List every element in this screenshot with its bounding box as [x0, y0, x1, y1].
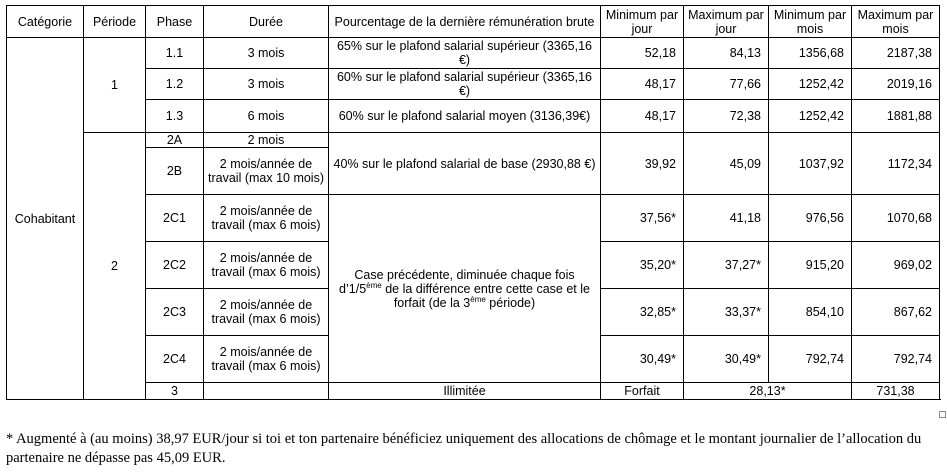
c-phase-description	[329, 195, 601, 383]
c-phase-sup-1: ème	[366, 280, 382, 290]
max-jour-cell: 37,27*	[684, 242, 769, 289]
duree-cell: 6 mois	[204, 100, 329, 133]
duree-cell: 2 mois	[204, 133, 329, 148]
category-cell: Cohabitant	[7, 38, 84, 400]
header-min-mois: Minimum par mois	[769, 6, 852, 38]
max-jour-cell: 33,37*	[684, 289, 769, 336]
footnote: * Augmenté à (au moins) 38,97 EUR/jour si toi et ton partenaire bénéficiez uniquement des allocations de chômage et le montant journalier de l’allocation du partenaire ne dépasse pas 45,09 EUR.	[6, 431, 922, 466]
min-jour-cell: 39,92	[601, 133, 684, 195]
max-mois-cell: 1881,88	[852, 100, 940, 133]
period-2-cell: 2	[84, 133, 146, 400]
min-mois-cell: 1356,68	[769, 38, 852, 69]
table-row	[7, 195, 940, 242]
duree-cell: 2 mois/année de travail (max 10 mois)	[204, 148, 329, 195]
min-mois-cell: 976,56	[769, 195, 852, 242]
phase-cell: 2B	[146, 148, 204, 195]
header-phase: Phase	[146, 6, 204, 38]
phase-cell: 1.2	[146, 69, 204, 100]
min-mois-cell: 1252,42	[769, 100, 852, 133]
min-jour-cell: 52,18	[601, 38, 684, 69]
c-phase-text-c: période)	[485, 295, 536, 310]
header-row	[7, 6, 940, 38]
allowance-table	[6, 5, 940, 400]
duree-cell: Illimitée	[329, 383, 601, 400]
par-mois-cell: 731,38	[852, 383, 940, 400]
phase-cell: 2C2	[146, 242, 204, 289]
min-mois-cell: 792,74	[769, 336, 852, 383]
c-phase-text-a: Case précédente, diminuée chaque fois d’1/5	[339, 267, 575, 296]
max-mois-cell: 1172,34	[852, 133, 940, 195]
max-mois-cell: 1070,68	[852, 195, 940, 242]
min-mois-cell: 1037,92	[769, 133, 852, 195]
period-3-cell: 3	[146, 383, 204, 400]
pourcentage-cell: 60% sur le plafond salarial supérieur (3365,16 €)	[329, 69, 601, 100]
max-mois-cell: 867,62	[852, 289, 940, 336]
duree-cell: 3 mois	[204, 69, 329, 100]
max-jour-cell: 84,13	[684, 38, 769, 69]
header-pourcentage: Pourcentage de la dernière rémunération brute	[329, 6, 601, 38]
header-periode: Période	[84, 6, 146, 38]
table-row	[7, 69, 940, 100]
pourcentage-cell: Forfait	[601, 383, 684, 400]
max-jour-cell: 45,09	[684, 133, 769, 195]
pourcentage-cell: 60% sur le plafond salarial moyen (3136,39€)	[329, 100, 601, 133]
min-mois-cell: 1252,42	[769, 69, 852, 100]
max-mois-cell: 792,74	[852, 336, 940, 383]
duree-cell: 3 mois	[204, 38, 329, 69]
par-jour-cell: 28,13*	[684, 383, 852, 400]
max-jour-cell: 30,49*	[684, 336, 769, 383]
header-categorie: Catégorie	[7, 6, 84, 38]
table-row	[7, 38, 940, 69]
min-jour-cell: 32,85*	[601, 289, 684, 336]
pourcentage-cell: 40% sur le plafond salarial de base (2930,88 €)	[329, 133, 601, 195]
min-jour-cell: 48,17	[601, 69, 684, 100]
table-row	[7, 133, 940, 148]
min-mois-cell: 854,10	[769, 289, 852, 336]
c-phase-sup-2: ème	[470, 294, 486, 304]
max-mois-cell: 969,02	[852, 242, 940, 289]
period-1-cell: 1	[84, 38, 146, 133]
max-jour-cell: 41,18	[684, 195, 769, 242]
duree-cell: 2 mois/année de travail (max 6 mois)	[204, 289, 329, 336]
table-resize-handle[interactable]	[939, 411, 946, 418]
phase-cell: 1.3	[146, 100, 204, 133]
max-mois-cell: 2019,16	[852, 69, 940, 100]
phase-cell: 2C4	[146, 336, 204, 383]
phase-cell-empty	[204, 383, 329, 400]
phase-cell: 1.1	[146, 38, 204, 69]
phase-cell: 2C3	[146, 289, 204, 336]
duree-cell: 2 mois/année de travail (max 6 mois)	[204, 336, 329, 383]
header-max-jour: Maximum par jour	[684, 6, 769, 38]
header-min-jour: Minimum par jour	[601, 6, 684, 38]
max-jour-cell: 77,66	[684, 69, 769, 100]
min-jour-cell: 30,49*	[601, 336, 684, 383]
max-mois-cell: 2187,38	[852, 38, 940, 69]
phase-cell: 2C1	[146, 195, 204, 242]
c-phase-text-b: de la différence entre cette case et le forfait (de la 3	[381, 281, 590, 310]
table-row	[7, 100, 940, 133]
phase-cell: 2A	[146, 133, 204, 148]
header-duree: Durée	[204, 6, 329, 38]
duree-cell: 2 mois/année de travail (max 6 mois)	[204, 195, 329, 242]
min-jour-cell: 37,56*	[601, 195, 684, 242]
max-jour-cell: 72,38	[684, 100, 769, 133]
min-mois-cell: 915,20	[769, 242, 852, 289]
pourcentage-cell: 65% sur le plafond salarial supérieur (3365,16 €)	[329, 38, 601, 69]
duree-cell: 2 mois/année de travail (max 6 mois)	[204, 242, 329, 289]
min-jour-cell: 48,17	[601, 100, 684, 133]
min-jour-cell: 35,20*	[601, 242, 684, 289]
table-row	[7, 383, 940, 400]
header-max-mois: Maximum par mois	[852, 6, 940, 38]
